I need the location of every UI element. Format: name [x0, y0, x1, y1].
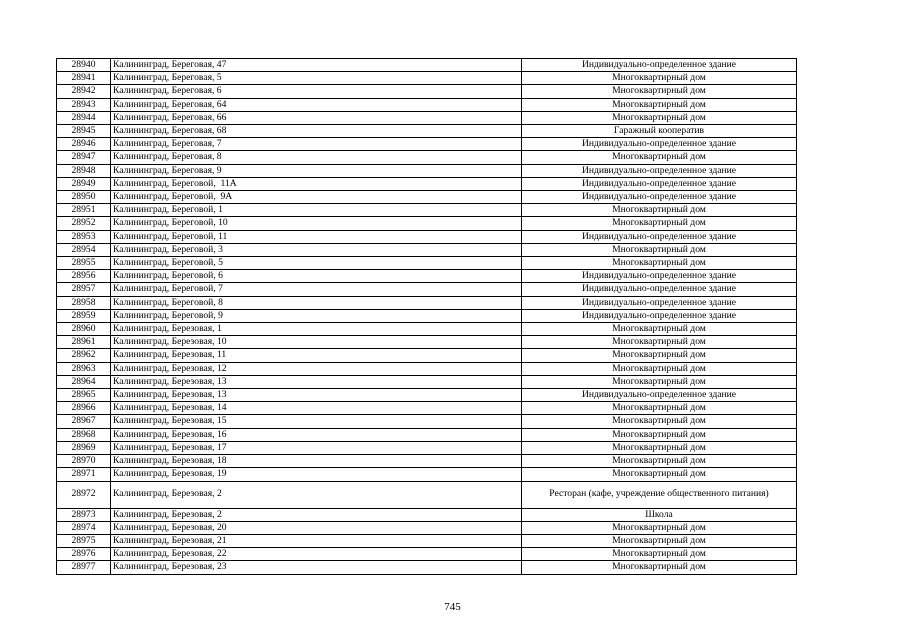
row-address-cell: Калининград, Береговой, 1 [111, 204, 522, 217]
row-address-cell: Калининград, Береговой, 5 [111, 257, 522, 270]
table-row [57, 138, 797, 151]
row-type-cell: Индивидуально-определенное здание [522, 59, 797, 72]
row-address-cell: Калининград, Березовая, 13 [111, 389, 522, 402]
row-id-cell: 28965 [57, 389, 111, 402]
row-type-cell: Многоквартирный дом [522, 521, 797, 534]
row-id-cell: 28947 [57, 151, 111, 164]
table-row [57, 296, 797, 309]
row-address-cell: Калининград, Береговой, 9 [111, 309, 522, 322]
table-row [57, 204, 797, 217]
table-row [57, 151, 797, 164]
row-id-cell: 28959 [57, 309, 111, 322]
row-type-cell: Многоквартирный дом [522, 204, 797, 217]
row-type-cell: Многоквартирный дом [522, 561, 797, 574]
row-type-cell: Индивидуально-определенное здание [522, 309, 797, 322]
table-row [57, 323, 797, 336]
row-type-cell: Гаражный кооператив [522, 125, 797, 138]
table-row [57, 217, 797, 230]
row-id-cell: 28956 [57, 270, 111, 283]
row-id-cell: 28976 [57, 548, 111, 561]
row-address-cell: Калининград, Березовая, 2 [111, 481, 522, 508]
row-address-cell: Калининград, Березовая, 17 [111, 441, 522, 454]
row-id-cell: 28958 [57, 296, 111, 309]
row-type-cell: Многоквартирный дом [522, 217, 797, 230]
table-row [57, 362, 797, 375]
row-id-cell: 28950 [57, 191, 111, 204]
row-address-cell: Калининград, Березовая, 22 [111, 548, 522, 561]
table-row [57, 508, 797, 521]
table-row [57, 441, 797, 454]
row-id-cell: 28954 [57, 243, 111, 256]
row-address-cell: Калининград, Береговая, 8 [111, 151, 522, 164]
table-row [57, 455, 797, 468]
row-id-cell: 28955 [57, 257, 111, 270]
row-address-cell: Калининград, Береговая, 7 [111, 138, 522, 151]
table-row [57, 415, 797, 428]
table-row [57, 309, 797, 322]
row-address-cell: Калининград, Березовая, 18 [111, 455, 522, 468]
row-address-cell: Калининград, Березовая, 11 [111, 349, 522, 362]
row-type-cell: Индивидуально-определенное здание [522, 138, 797, 151]
row-type-cell: Индивидуально-определенное здание [522, 296, 797, 309]
row-address-cell: Калининград, Береговая, 64 [111, 98, 522, 111]
row-type-cell: Школа [522, 508, 797, 521]
table-row [57, 125, 797, 138]
row-type-cell: Индивидуально-определенное здание [522, 191, 797, 204]
row-address-cell: Калининград, Береговая, 68 [111, 125, 522, 138]
row-type-cell: Многоквартирный дом [522, 415, 797, 428]
row-type-cell: Многоквартирный дом [522, 257, 797, 270]
row-address-cell: Калининград, Березовая, 19 [111, 468, 522, 481]
table-row [57, 349, 797, 362]
row-address-cell: Калининград, Береговой, 11А [111, 177, 522, 190]
table-row [57, 548, 797, 561]
row-id-cell: 28946 [57, 138, 111, 151]
table-row [57, 72, 797, 85]
row-address-cell: Калининград, Береговая, 47 [111, 59, 522, 72]
row-id-cell: 28952 [57, 217, 111, 230]
row-type-cell: Многоквартирный дом [522, 323, 797, 336]
row-address-cell: Калининград, Березовая, 16 [111, 428, 522, 441]
row-id-cell: 28951 [57, 204, 111, 217]
row-id-cell: 28964 [57, 375, 111, 388]
row-address-cell: Калининград, Березовая, 13 [111, 375, 522, 388]
row-type-cell: Многоквартирный дом [522, 243, 797, 256]
row-address-cell: Калининград, Береговая, 9 [111, 164, 522, 177]
row-type-cell: Индивидуально-определенное здание [522, 283, 797, 296]
row-type-cell: Многоквартирный дом [522, 349, 797, 362]
table-row [57, 230, 797, 243]
row-address-cell: Калининград, Березовая, 1 [111, 323, 522, 336]
row-address-cell: Калининград, Береговой, 11 [111, 230, 522, 243]
row-address-cell: Калининград, Береговой, 10 [111, 217, 522, 230]
row-type-cell: Многоквартирный дом [522, 85, 797, 98]
table-row [57, 111, 797, 124]
row-type-cell: Индивидуально-определенное здание [522, 164, 797, 177]
row-id-cell: 28945 [57, 125, 111, 138]
table-row [57, 270, 797, 283]
row-address-cell: Калининград, Береговая, 66 [111, 111, 522, 124]
page-number: 745 [444, 601, 461, 613]
property-table-body [57, 59, 797, 575]
table-row [57, 98, 797, 111]
row-id-cell: 28962 [57, 349, 111, 362]
table-row [57, 85, 797, 98]
table-row [57, 534, 797, 547]
row-address-cell: Калининград, Березовая, 15 [111, 415, 522, 428]
row-id-cell: 28974 [57, 521, 111, 534]
table-row [57, 283, 797, 296]
table-row [57, 336, 797, 349]
row-type-cell: Многоквартирный дом [522, 336, 797, 349]
row-type-cell: Индивидуально-определенное здание [522, 270, 797, 283]
row-type-cell: Многоквартирный дом [522, 375, 797, 388]
row-type-cell: Ресторан (кафе, учреждение общественного питания) [522, 481, 797, 508]
table-row [57, 561, 797, 574]
row-id-cell: 28970 [57, 455, 111, 468]
row-type-cell: Многоквартирный дом [522, 534, 797, 547]
row-type-cell: Многоквартирный дом [522, 362, 797, 375]
row-id-cell: 28966 [57, 402, 111, 415]
table-row [57, 59, 797, 72]
row-address-cell: Калининград, Березовая, 2 [111, 508, 522, 521]
row-type-cell: Многоквартирный дом [522, 72, 797, 85]
row-type-cell: Индивидуально-определенное здание [522, 389, 797, 402]
table-row [57, 164, 797, 177]
row-id-cell: 28975 [57, 534, 111, 547]
table-row [57, 191, 797, 204]
row-id-cell: 28944 [57, 111, 111, 124]
table-row [57, 402, 797, 415]
row-address-cell: Калининград, Береговой, 3 [111, 243, 522, 256]
row-id-cell: 28943 [57, 98, 111, 111]
row-type-cell: Многоквартирный дом [522, 428, 797, 441]
row-id-cell: 28940 [57, 59, 111, 72]
table-row [57, 468, 797, 481]
row-address-cell: Калининград, Березовая, 10 [111, 336, 522, 349]
table-row [57, 428, 797, 441]
row-id-cell: 28942 [57, 85, 111, 98]
row-address-cell: Калининград, Березовая, 21 [111, 534, 522, 547]
row-id-cell: 28977 [57, 561, 111, 574]
row-address-cell: Калининград, Береговой, 6 [111, 270, 522, 283]
row-address-cell: Калининград, Березовая, 12 [111, 362, 522, 375]
table-row [57, 257, 797, 270]
table-row [57, 389, 797, 402]
row-id-cell: 28971 [57, 468, 111, 481]
row-type-cell: Многоквартирный дом [522, 468, 797, 481]
row-type-cell: Многоквартирный дом [522, 111, 797, 124]
row-address-cell: Калининград, Береговой, 9А [111, 191, 522, 204]
row-id-cell: 28963 [57, 362, 111, 375]
row-id-cell: 28960 [57, 323, 111, 336]
row-type-cell: Многоквартирный дом [522, 98, 797, 111]
row-address-cell: Калининград, Береговой, 7 [111, 283, 522, 296]
row-type-cell: Многоквартирный дом [522, 151, 797, 164]
row-type-cell: Индивидуально-определенное здание [522, 230, 797, 243]
table-row [57, 375, 797, 388]
row-id-cell: 28953 [57, 230, 111, 243]
row-id-cell: 28972 [57, 481, 111, 508]
row-id-cell: 28941 [57, 72, 111, 85]
table-row [57, 243, 797, 256]
table-row [57, 521, 797, 534]
row-address-cell: Калининград, Береговой, 8 [111, 296, 522, 309]
table-row [57, 177, 797, 190]
table-row [57, 481, 797, 508]
row-address-cell: Калининград, Березовая, 20 [111, 521, 522, 534]
row-id-cell: 28961 [57, 336, 111, 349]
row-type-cell: Многоквартирный дом [522, 455, 797, 468]
row-id-cell: 28967 [57, 415, 111, 428]
row-id-cell: 28948 [57, 164, 111, 177]
row-id-cell: 28957 [57, 283, 111, 296]
row-id-cell: 28973 [57, 508, 111, 521]
row-address-cell: Калининград, Березовая, 14 [111, 402, 522, 415]
row-type-cell: Многоквартирный дом [522, 548, 797, 561]
row-id-cell: 28969 [57, 441, 111, 454]
property-table [56, 58, 797, 575]
row-address-cell: Калининград, Береговая, 6 [111, 85, 522, 98]
row-id-cell: 28968 [57, 428, 111, 441]
row-type-cell: Многоквартирный дом [522, 441, 797, 454]
row-type-cell: Многоквартирный дом [522, 402, 797, 415]
row-address-cell: Калининград, Березовая, 23 [111, 561, 522, 574]
row-type-cell: Индивидуально-определенное здание [522, 177, 797, 190]
row-id-cell: 28949 [57, 177, 111, 190]
row-address-cell: Калининград, Береговая, 5 [111, 72, 522, 85]
